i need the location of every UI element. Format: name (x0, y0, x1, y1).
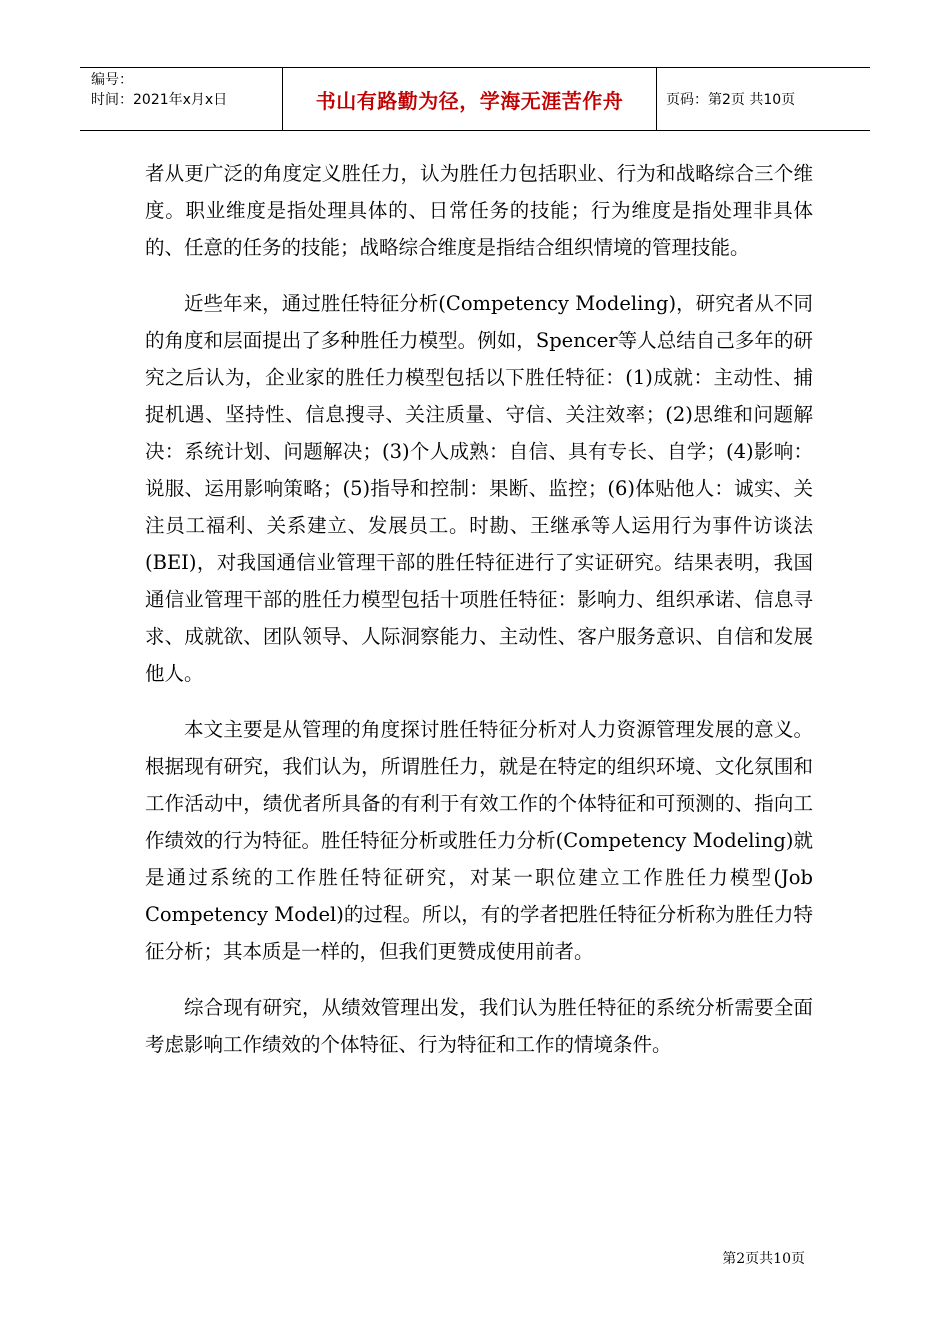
footer-page-number: 第2页共10页 (722, 1251, 805, 1267)
page-header (80, 67, 870, 131)
header-motto: 书山有路勤为径，学海无涯苦作舟 (315, 88, 624, 113)
number-label: 编号： (91, 72, 133, 88)
paragraph: 近些年来，通过胜任特征分析(Competency Modeling)，研究者从不同的角度和层面提出了多种胜任力模型。例如，Spencer等人总结自己多年的研究之后认为，企业家的胜任力模型包括以下胜任特征：(1)成就：主动性、捕捉机遇、坚持性、信息搜寻、关注质量、守信、关注效率；(2)思维和问题解决：系统计划、问题解决；(3)个人成熟：自信、具有专长、自学；(4)影响：说服、运用影响策略；(5)指导和控制：果断、监控；(6)体贴他人：诚实、关注员工福利、关系建立、发展员工。时勘、王继承等人运用行为事件访谈法(BEI)，对我国通信业管理干部的胜任特征进行了实证研究。结果表明，我国通信业管理干部的胜任力模型包括十项胜任特征：影响力、组织承诺、信息寻求、成就欲、团队领导、人际洞察能力、主动性、客户服务意识、自信和发展他人。 (145, 292, 813, 685)
header-page-cell (657, 68, 870, 130)
page-footer (722, 1248, 805, 1268)
paragraph: 本文主要是从管理的角度探讨胜任特征分析对人力资源管理发展的意义。根据现有研究，我们认为，所谓胜任力，就是在特定的组织环境、文化氛围和工作活动中，绩优者所具备的有利于有效工作的个体特征和可预测的、指向工作绩效的行为特征。胜任特征分析或胜任力分析(Competency Modeling)就是通过系统的工作胜任特征研究，对某一职位建立工作胜任力模型(Job Competency Model)的过程。所以，有的学者把胜任特征分析称为胜任力特征分析；其本质是一样的，但我们更赞成使用前者。 (145, 718, 813, 963)
header-meta-cell (80, 68, 283, 130)
document-body (145, 155, 813, 1082)
paragraph: 综合现有研究，从绩效管理出发，我们认为胜任特征的系统分析需要全面考虑影响工作绩效的个体特征、行为特征和工作的情境条件。 (145, 996, 813, 1056)
date-label: 时间：2021年x月x日 (91, 92, 228, 108)
header-page-info: 页码：第2页 共10页 (666, 92, 796, 108)
header-motto-cell (283, 68, 657, 130)
paragraph: 者从更广泛的角度定义胜任力，认为胜任力包括职业、行为和战略综合三个维度。职业维度是指处理具体的、日常任务的技能；行为维度是指处理非具体的、任意的任务的技能；战略综合维度是指结合组织情境的管理技能。 (145, 162, 813, 259)
